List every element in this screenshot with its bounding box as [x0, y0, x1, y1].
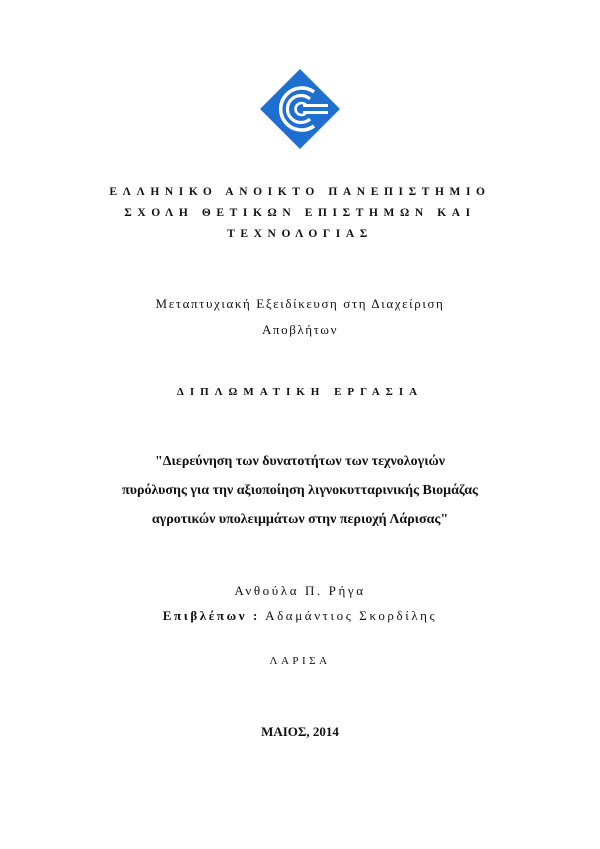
thesis-title-line-1: "Διερεύνηση των δυνατοτήτων των τεχνολογιών	[154, 454, 446, 469]
submission-date: ΜΑΙΟΣ, 2014	[261, 724, 339, 739]
university-name: ΕΛΛΗΝΙΚΟ ΑΝΟΙΚΤΟ ΠΑΝΕΠΙΣΤΗΜΙΟ	[109, 186, 491, 198]
thesis-title-line-2: πυρόλυσης για την αξιοποίηση λιγνοκυτταρινικής Βιομάζας	[122, 483, 478, 498]
author-name: Ανθούλα Π. Ρήγα	[234, 583, 366, 598]
thesis-title-line-3: αγροτικών υπολειμμάτων στην περιοχή Λάρισας"	[151, 512, 449, 527]
program-name-line-1: Μεταπτυχιακή Εξειδίκευση στη Διαχείριση	[155, 296, 445, 311]
supervisor-line	[0, 608, 600, 624]
school-name-line-1: ΣΧΟΛΗ ΘΕΤΙΚΩΝ ΕΠΙΣΤΗΜΩΝ ΚΑΙ	[124, 207, 476, 219]
program-name-line-2: Αποβλήτων	[261, 322, 339, 337]
thesis-type-heading: ΔΙΠΛΩΜΑΤΙΚΗ ΕΡΓΑΣΙΑ	[176, 386, 424, 398]
city-name: ΛΑΡΙΣΑ	[269, 655, 331, 667]
eap-logo-icon	[259, 68, 341, 150]
school-name-line-2: ΤΕΧΝΟΛΟΓΙΑΣ	[227, 228, 373, 240]
supervisor-name: Αδαμάντιος Σκορδίλης	[265, 608, 438, 623]
supervisor-label: Επιβλέπων :	[162, 608, 260, 623]
